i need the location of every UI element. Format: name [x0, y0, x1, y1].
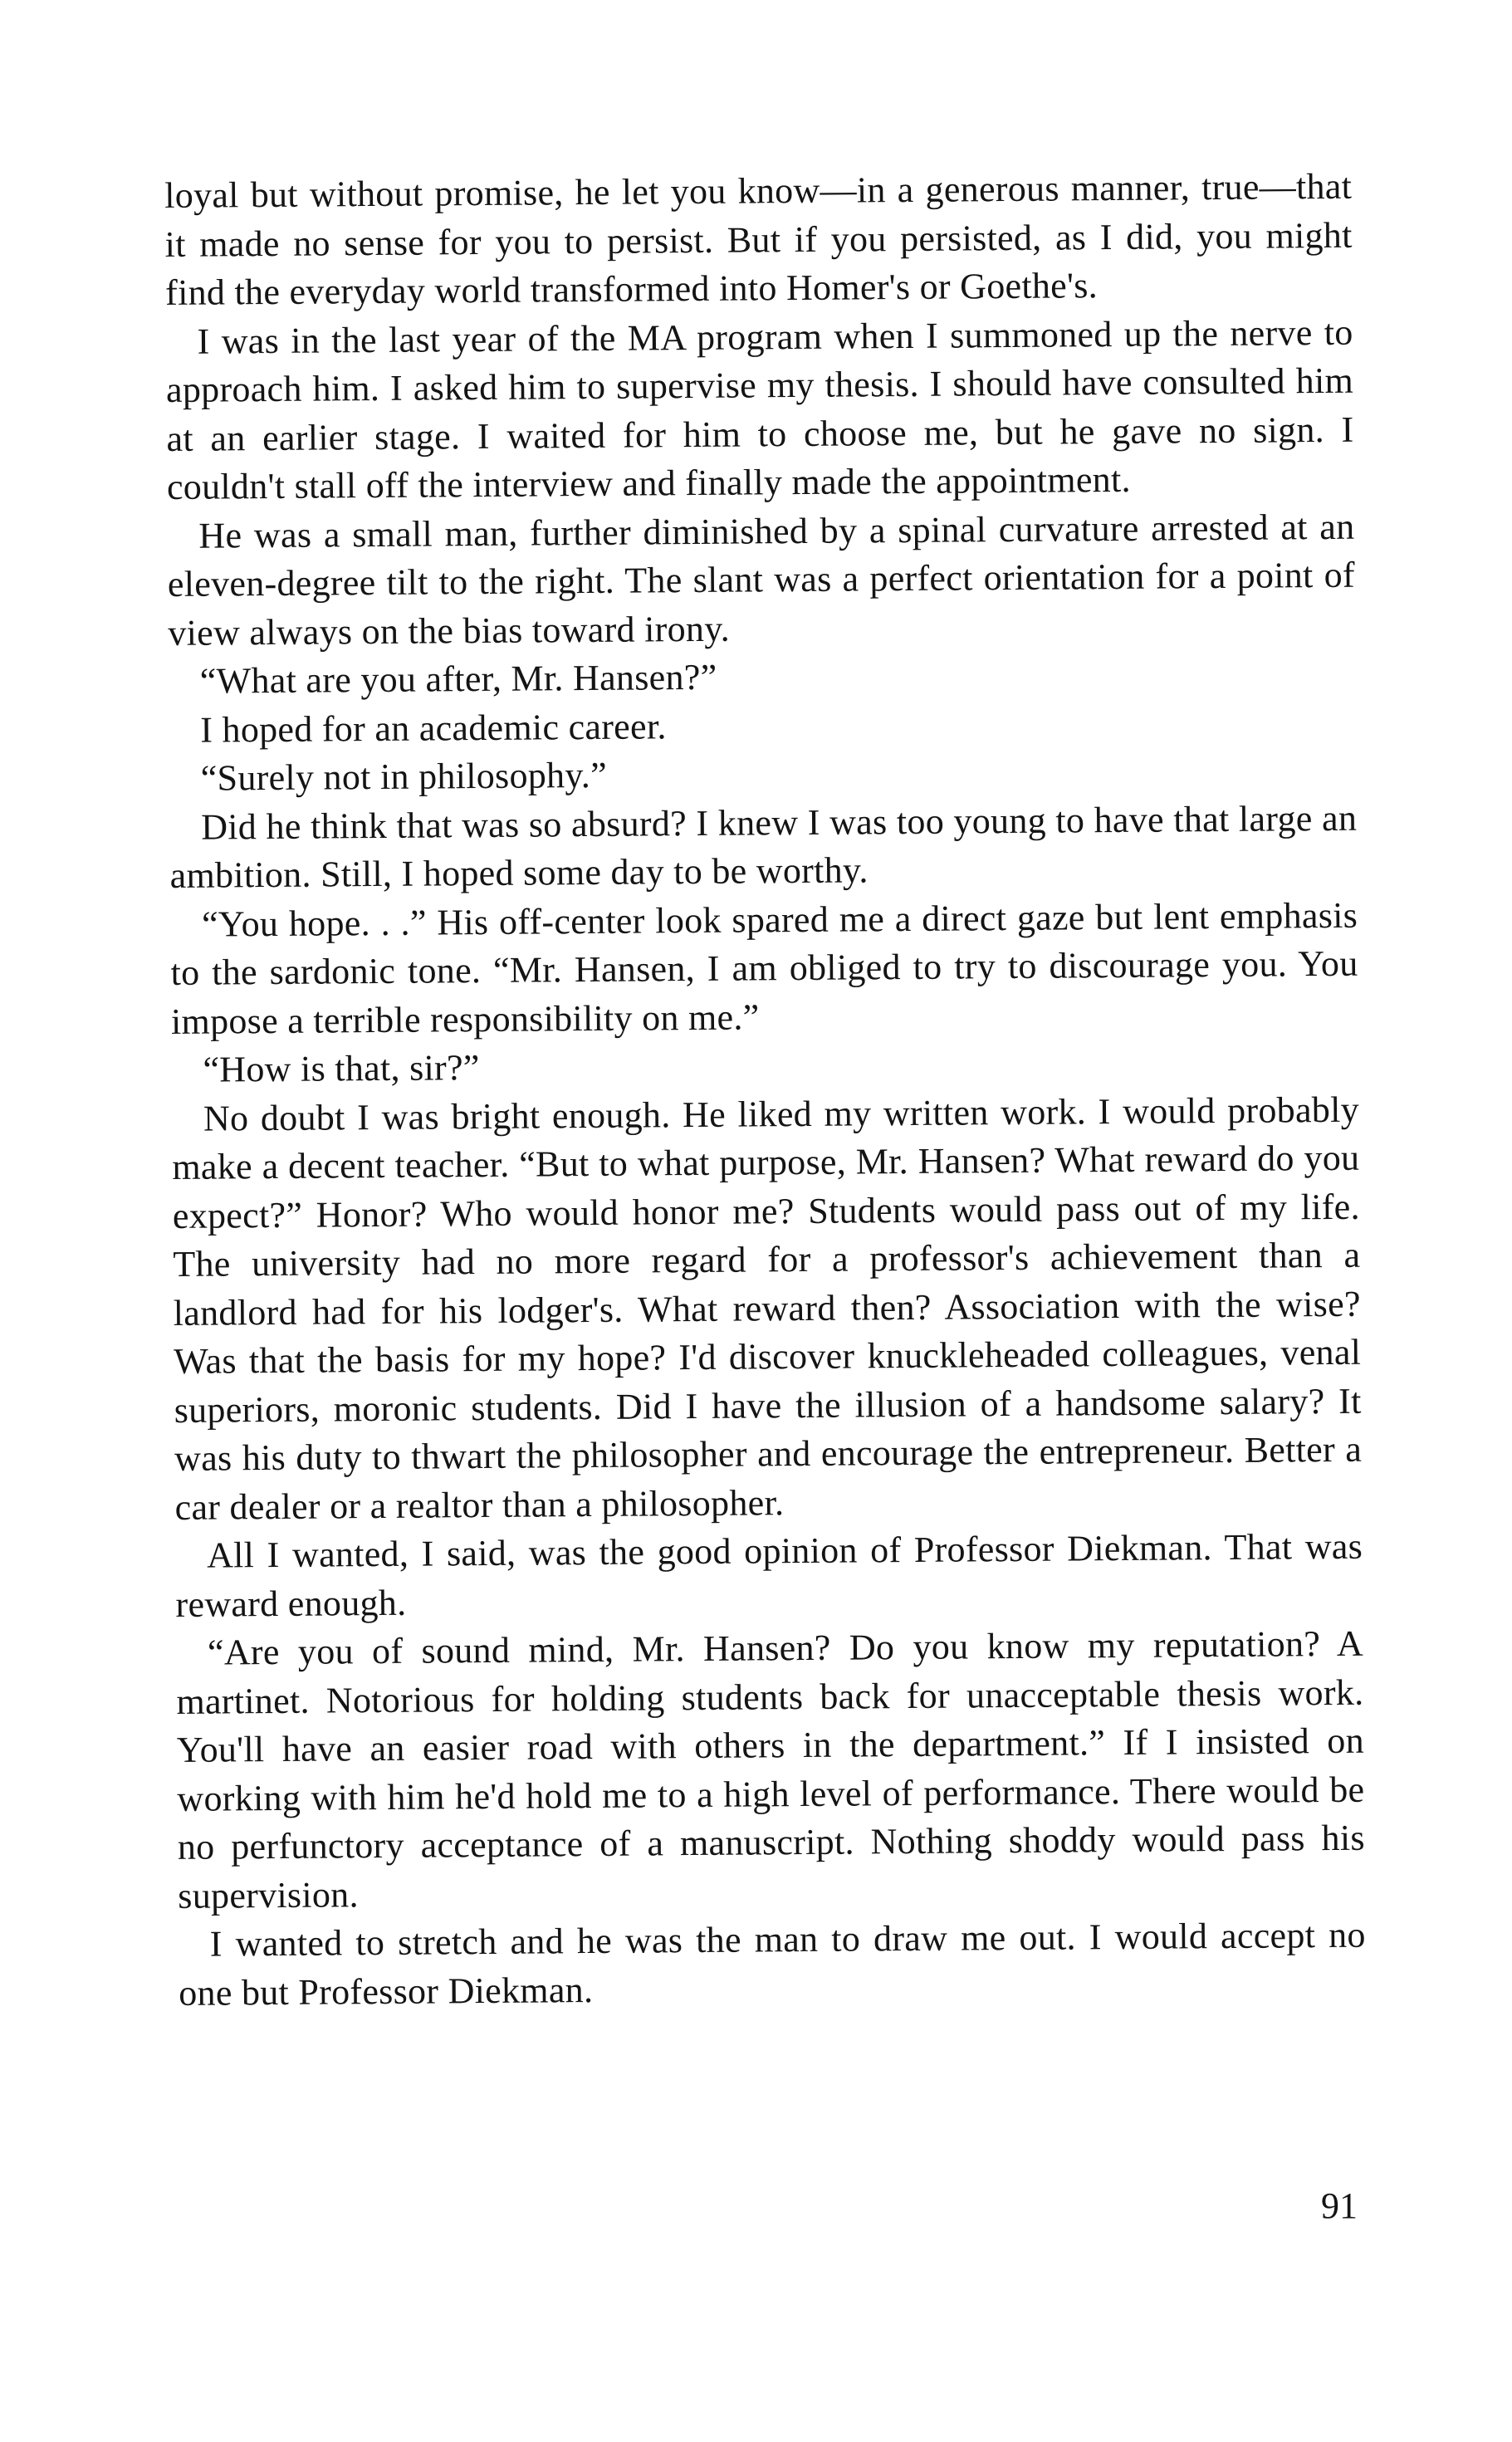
paragraph: Did he think that was so absurd? I knew I was too young to have that large an ambition. Still, I hoped some day to be worthy.	[169, 797, 1358, 896]
paragraph: I was in the last year of the MA program when I summoned up the nerve to approach him. I asked him to supervise my thesis. I should have consulted him at an earlier stage. I waited for him to choose me, but he gave no sign. I couldn't stall off the interview and finally made the appointment.	[165, 311, 1354, 507]
paragraph-continued: loyal but without promise, he let you know—in a generous manner, true—that it made no sense for you to persist. But if you persisted, as I did, you might find the everyday world transformed into Homer's or Goethe's.	[164, 165, 1353, 313]
dialogue-line: “What are you after, Mr. Hansen?”	[199, 656, 717, 702]
paragraph: No doubt I was bright enough. He liked my written work. I would probably make a decent teacher. “But to what purpose, Mr. Hansen? What reward do you expect?” Honor? Who would honor me? Students would pass out of my life. The university had no more regard for a professor's achievement than a landlord had for his lodger's. What reward then? Association with the wise? Was that the basis for my hope? I'd discover knuckleheaded colleagues, venal superiors, moronic students. Did I have the illusion of a handsome salary? It was his duty to thwart the philosopher and encourage the entrepreneur. Better a car dealer or a realtor than a philosopher.	[172, 1089, 1363, 1528]
paragraph: All I wanted, I said, was the good opinion of Professor Diekman. That was reward enough.	[175, 1525, 1363, 1625]
paragraph: I wanted to stretch and he was the man to draw me out. I would accept no one but Professor Diekman.	[179, 1914, 1366, 2014]
dialogue-line: “Surely not in philosophy.”	[200, 754, 608, 799]
paragraph: I hoped for an academic career.	[200, 705, 667, 751]
body-text	[164, 163, 1366, 2018]
paragraph: “You hope. . .” His off-center look spared me a direct gaze but lent emphasis to the sardonic tone. “Mr. Hansen, I am obliged to try to discourage you. You impose a terrible responsibility on me.”	[170, 894, 1358, 1042]
paragraph: “Are you of sound mind, Mr. Hansen? Do you know my reputation? A martinet. Notorious for holding students back for unacceptable thesis work. You'll have an easier road with others in the department.” If I insisted on working with him he'd hold me to a high level of performance. There would be no perfunctory acceptance of a manuscript. Nothing shoddy would pass his supervision.	[176, 1622, 1365, 1916]
page-number: 91	[1321, 2185, 1358, 2226]
dialogue-line: “How is that, sir?”	[203, 1047, 480, 1090]
paragraph: He was a small man, further diminished by a spinal curvature arrested at an eleven-degree tilt to the right. The slant was a perfect orientation for a point of view always on the bias toward irony.	[167, 506, 1356, 653]
